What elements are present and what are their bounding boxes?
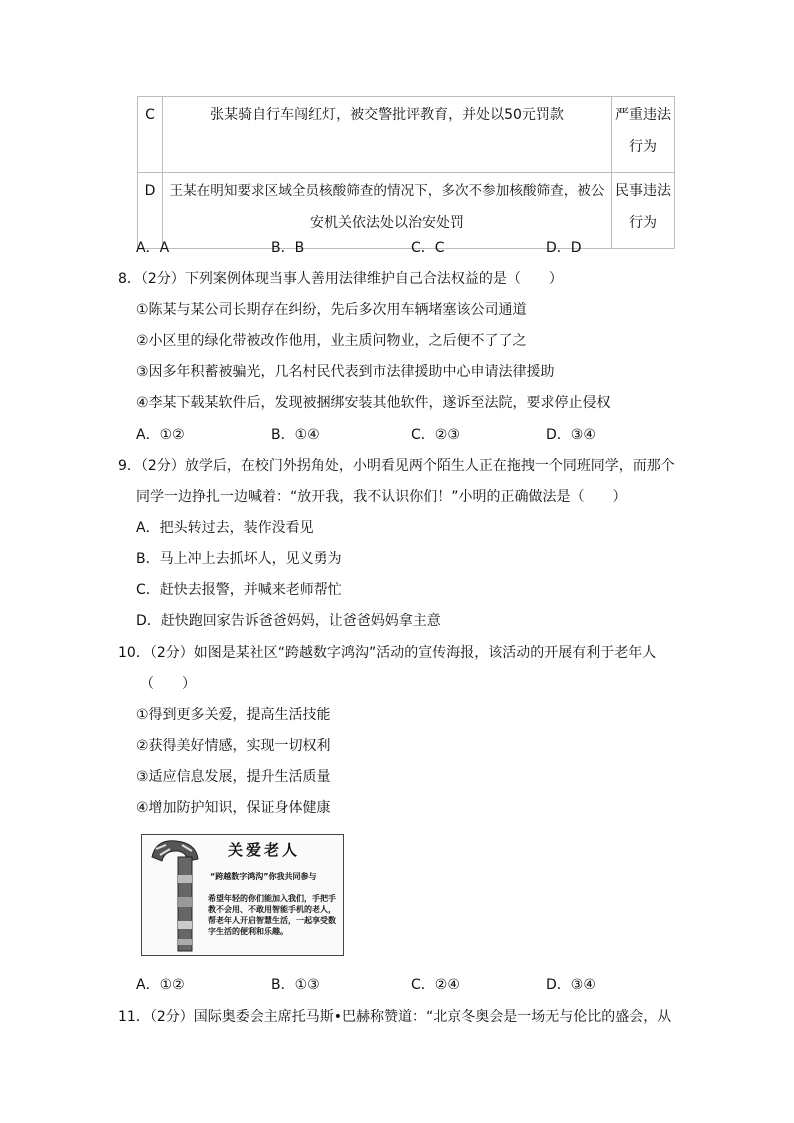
q10-item-1: ①得到更多关爱，提高生活技能: [136, 707, 331, 723]
q10-item-4: ④增加防护知识，保证身体健康: [136, 800, 331, 816]
q8-item-2: ②小区里的绿化带被改作他用，业主质问物业，之后便不了了之: [136, 333, 527, 349]
choice-d[interactable]: D．③④: [546, 977, 596, 993]
table-row: [138, 97, 675, 173]
q9-stem-line2: 同学一边挣扎一边喊着：“放开我，我不认识你们！”小明的正确做法是（ ）: [136, 489, 627, 505]
q9-option-d[interactable]: D．赶快跑回家告诉爸爸妈妈，让爸爸妈妈拿主意: [136, 613, 441, 629]
q10-item-3: ③适应信息发展，提升生活质量: [136, 769, 331, 785]
q9-option-c[interactable]: C．赶快去报警，并喊来老师帮忙: [136, 582, 342, 598]
q8-item-1: ①陈某与某公司长期存在纠纷，先后多次用车辆堵塞该公司通道: [136, 302, 527, 318]
row-description-line2: 安机关依法处以治安处罚: [310, 215, 464, 231]
choice-c[interactable]: C．②④: [411, 977, 460, 993]
q10-stem-line1: 10．（2分）如图是某社区“跨越数字鸿沟”活动的宣传海报，该活动的开展有利于老年人: [118, 645, 657, 661]
row-type-line2: 行为: [629, 215, 657, 231]
row-letter: C: [138, 97, 163, 173]
choice-d[interactable]: D．D: [546, 240, 582, 256]
q11-stem-line1: 11．（2分）国际奥委会主席托马斯•巴赫称赞道：“北京冬奥会是一场无与伦比的盛会，从: [118, 1009, 672, 1025]
choice-b[interactable]: B．①④: [271, 427, 320, 443]
q9-option-a[interactable]: A．把头转过去，装作没看见: [136, 520, 314, 536]
choice-d[interactable]: D．③④: [546, 427, 596, 443]
choice-b[interactable]: B．B: [271, 240, 305, 256]
poster-title: 关爱老人: [228, 841, 301, 859]
row-type-line1: 民事违法: [615, 183, 671, 199]
row-letter: D: [138, 173, 163, 249]
choice-a[interactable]: A．①②: [136, 427, 185, 443]
choice-a[interactable]: A．A: [136, 240, 170, 256]
cane-illustration: [142, 835, 212, 955]
cane-band: [178, 875, 192, 883]
q8-item-3: ③因多年积蓄被骗光，几名村民代表到市法律援助中心申请法律援助: [136, 364, 555, 380]
campaign-poster: [141, 834, 344, 956]
q10-stem-line2: （ ）: [140, 676, 196, 692]
q9-option-b[interactable]: B．马上冲上去抓坏人，见义勇为: [136, 551, 342, 567]
row-type: [612, 173, 675, 249]
cane-band: [178, 921, 192, 929]
row-description: [163, 173, 612, 249]
row-type-line2: 行为: [629, 139, 657, 155]
choice-c[interactable]: C．C: [411, 240, 445, 256]
row-type: [612, 97, 675, 173]
cane-band: [178, 939, 192, 945]
poster-subtitle: “跨越数字鸿沟”你我共同参与: [210, 872, 317, 881]
choice-a[interactable]: A．①②: [136, 977, 185, 993]
q9-stem-line1: 9．（2分）放学后，在校门外拐角处，小明看见两个陌生人正在拖拽一个同班同学，而那个: [118, 458, 675, 474]
q8-item-4: ④李某下载某软件后，发现被捆绑安装其他软件，遂诉至法院，要求停止侵权: [136, 395, 611, 411]
q8-stem: 8．（2分）下列案例体现当事人善用法律维护自己合法权益的是（ ）: [118, 271, 563, 287]
poster-body: 希望年轻的你们能加入我们，手把手教不会用、不敢用智能手机的老人，帮老年人开启智慧生活，一起享受数字生活的便利和乐趣。: [208, 894, 336, 936]
table-row: [138, 173, 675, 249]
row-description-line1: 王某在明知要求区域全员核酸筛查的情况下，多次不参加核酸筛查，被公: [169, 183, 605, 199]
row-description: 张某骑自行车闯红灯，被交警批评教育，并处以50元罚款: [163, 97, 612, 173]
choice-c[interactable]: C．②③: [411, 427, 460, 443]
answer-table: [137, 96, 675, 249]
q10-item-2: ②获得美好情感，实现一切权利: [136, 738, 331, 754]
cane-band: [178, 897, 192, 907]
choice-b[interactable]: B．①③: [271, 977, 320, 993]
row-type-line1: 严重违法: [615, 107, 671, 123]
